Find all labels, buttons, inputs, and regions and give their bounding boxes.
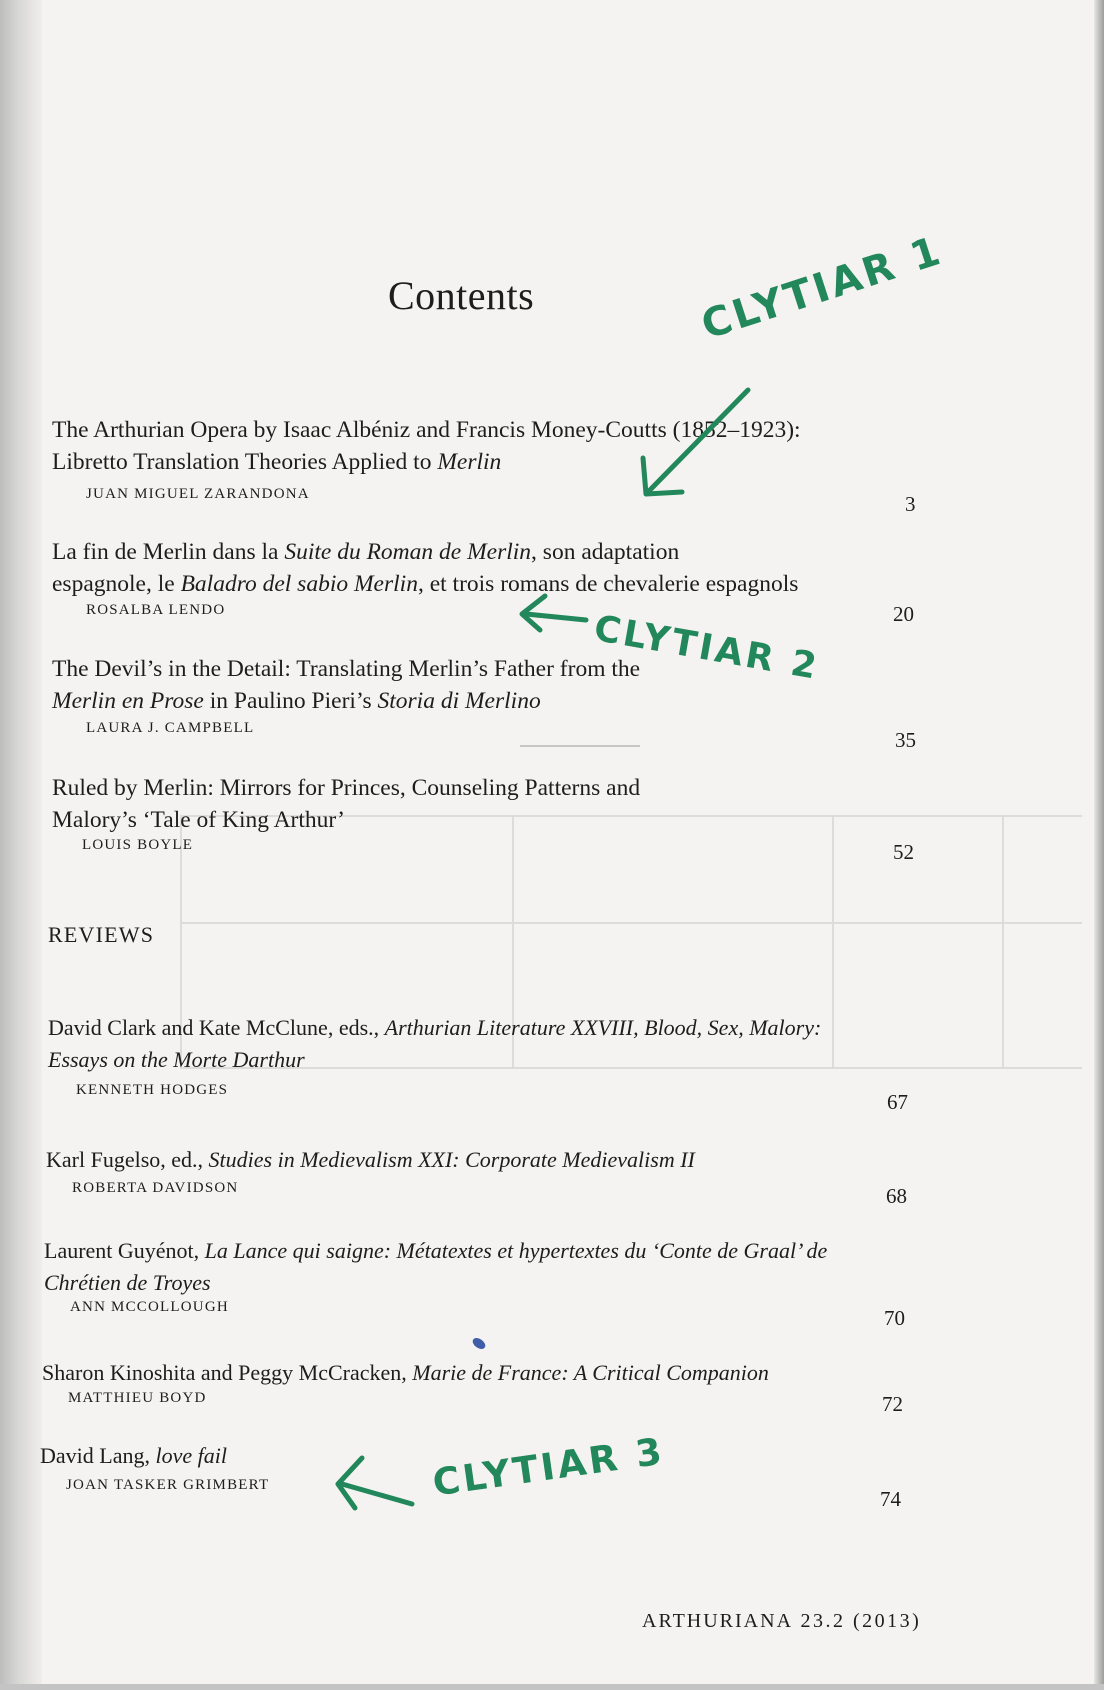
handwritten-note: CLYTIAR 2 [590,608,823,688]
review-title-line: Laurent Guyénot, La Lance qui saigne: Métatextes et hypertextes du ‘Conte de Graal’ de [44,1238,828,1263]
review-page-number: 74 [880,1487,901,1511]
entry-title-line: Ruled by Merlin: Mirrors for Princes, Counseling Patterns and [52,775,641,801]
entry-title-line: The Arthurian Opera by Isaac Albéniz and Francis Money-Coutts (1852–1923): [52,417,801,443]
page-title: Contents [388,273,535,318]
review-title-line: Essays on the Morte Darthur [48,1047,305,1072]
entry-author: JUAN MIGUEL ZARANDONA [86,486,310,502]
arrow-icon [522,596,586,630]
review-reviewer: JOAN TASKER GRIMBERT [66,1477,270,1493]
review-page-number: 68 [886,1184,907,1208]
entry-page-number: 52 [893,840,914,864]
review-page-number: 67 [887,1090,908,1114]
review-reviewer: ROBERTA DAVIDSON [72,1180,239,1196]
review-title-line: Sharon Kinoshita and Peggy McCracken, Marie de France: A Critical Companion [42,1360,769,1385]
review-title-line: David Lang, love fail [40,1443,227,1468]
journal-issue: 23.2 (2013) [800,1610,922,1632]
handwritten-note: CLYTIAR 1 [696,227,949,349]
review-title-line: Karl Fugelso, ed., Studies in Medievalism XXI: Corporate Medievalism II [46,1147,695,1172]
entry-author: ROSALBA LENDO [86,602,226,618]
entry-author: LAURA J. CAMPBELL [86,720,255,736]
entry-page-number: 35 [895,728,916,752]
review-reviewer: ANN MCCOLLOUGH [70,1299,229,1315]
handwritten-note: CLYTIAR 3 [430,1429,668,1505]
entry-title-line: Malory’s ‘Tale of King Arthur’ [52,807,345,833]
entry-title-line: The Devil’s in the Detail: Translating Merlin’s Father from the [52,656,641,682]
entry-title-line: espagnole, le Baladro del sabio Merlin, et trois romans de chevalerie espagnols [52,571,799,597]
entry-title-line: La fin de Merlin dans la Suite du Roman de Merlin, son adaptation [52,539,680,565]
review-title-line: David Clark and Kate McClune, eds., Arthurian Literature XXVIII, Blood, Sex, Malory: [48,1015,822,1040]
arrow-icon [338,1458,412,1508]
review-reviewer: KENNETH HODGES [76,1082,229,1098]
review-page-number: 70 [884,1306,905,1330]
arrow-icon [643,390,748,494]
journal-name: ARTHURIANA [642,1610,794,1632]
review-page-number: 72 [882,1392,903,1416]
review-title-line: Chrétien de Troyes [44,1270,211,1295]
entry-page-number: 3 [905,492,916,516]
entry-author: LOUIS BOYLE [82,837,194,853]
reviews-heading: REVIEWS [48,922,155,947]
entry-title-line: Libretto Translation Theories Applied to Merlin [52,449,502,475]
review-reviewer: MATTHIEU BOYD [68,1390,207,1406]
entry-page-number: 20 [893,602,914,626]
entry-title-line: Merlin en Prose in Paulino Pieri’s Storia di Merlino [52,688,541,714]
